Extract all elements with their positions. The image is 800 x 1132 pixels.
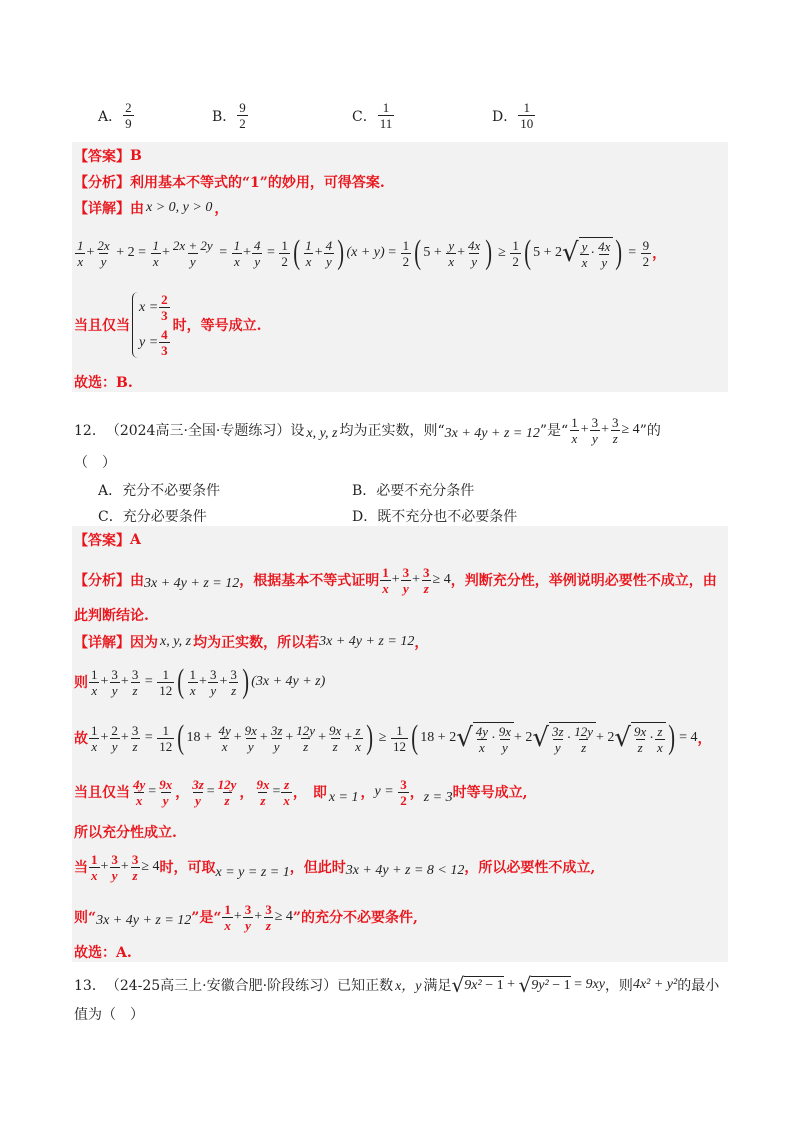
- q11-option-d: D． $\frac{1}{10}$: [492, 100, 534, 131]
- q12-analysis: 【分析】 由 3x + 4y + z = 12 ，根据基本不等式证明 $\frac{1}{x}$ + $\frac{3}{y}$ + $\frac{3}{z}$ ≥ 4 ，判断充分性，举例说明必要性不成立，由: [74, 564, 717, 596]
- q13-stem: 13． （24-25高三上·安徽合肥·阶段练习）已知正数 x，y 满足 √ 9x² − 1 + √ 9y² − 1 = 9xy ，则 4x² + y² 的最小: [74, 973, 720, 997]
- q11-option-b: B． $\frac{9}{2}$: [212, 100, 246, 131]
- option-fraction: $\frac{1}{11}$: [379, 100, 393, 131]
- q12-therefore-equation: 故 $\frac{1}{x}$ + $\frac{2}{y}$ + $\frac{3}{z}$ = $\frac{1}{12}$ ( 18 + $\frac{4y}{x}$ + $\frac{9x}{y}$ + $\frac{3z}{y}$ + $\frac{12y}{z}$ + $\frac{9x}{z}$ + $\frac{z}{x}$ ) ≥ $\frac{1}{12}$ ( 18 + 2 √ $\frac{4y}{x}$ · $\frac{9x}{y}$ + 2 √ $\frac{3z}{y}$ · $\frac{12y}{z}$ + 2 √ $\frac{9x}{z}$ · $\frac{z}{x}$ ) = 4 ，: [74, 719, 712, 756]
- q12-necessity: 当 $\frac{1}{x}$ + $\frac{3}{y}$ + $\frac{3}{z}$ ≥ 4 时，可取 x = y = z = 1 ，但此时 3x + 4y + z = 8 < 12 ，所以必要性不成立,: [74, 851, 596, 883]
- q12-answer: 【答案】 A: [74, 532, 141, 549]
- option-fraction: $\frac{1}{10}$: [520, 100, 534, 131]
- q12-option-c: C．充分必要条件: [98, 509, 207, 525]
- q12-option-d: D．既不充分也不必要条件: [352, 509, 518, 525]
- q13-stem-cont: 值为（ ）: [74, 1007, 144, 1023]
- option-fraction: $\frac{2}{9}$: [125, 100, 132, 131]
- q12-analysis-cont: 此判断结论.: [74, 608, 149, 624]
- q12-paren: （ ）: [74, 455, 116, 471]
- q12-stem: 12． （2024高三·全国·专题练习）设 x, y, z 均为正实数，则“ 3x + 4y + z = 12 ”是“ $\frac{1}{x}$ + $\frac{3}{y}$ + $\frac{3}{z}$ ≥ 4 ”的: [74, 414, 661, 446]
- q12-sufficiency: 所以充分性成立.: [74, 825, 177, 841]
- q12-then-equation: 则 $\frac{1}{x}$ + $\frac{3}{y}$ + $\frac{3}{z}$ = $\frac{1}{12}$ ( $\frac{1}{x}$ + $\frac{3}{y}$ + $\frac{3}{z}$ ) (3x + 4y + z): [74, 663, 326, 700]
- q12-conclusion: 则“ 3x + 4y + z = 12 ”是“ $\frac{1}{x}$ + $\frac{3}{y}$ + $\frac{3}{z}$ ≥ 4 ”的充分不必要条件,: [74, 901, 418, 933]
- q11-analysis: 【分析】 利用基本不等式的“1”的妙用，可得答案.: [74, 175, 385, 191]
- q11-option-a: A． $\frac{2}{9}$: [98, 100, 132, 131]
- option-fraction: $\frac{9}{2}$: [239, 100, 246, 131]
- q11-equality-system: x = $\frac{2}{3}$ y = $\frac{4}{3}$: [132, 292, 171, 358]
- q11-equality: 当且仅当 x = $\frac{2}{3}$ y = $\frac{4}{3}$ 时，等号成立.: [74, 292, 262, 358]
- q12-detail: 【详解】 因为 x, y, z 均为正实数，所以若 3x + 4y + z = 12 ，: [74, 634, 429, 651]
- q11-equation: $\frac{1}{x}$ + $\frac{2x}{y}$ + 2 = $\frac{1}{x}$ + $\frac{2x + 2y}{y}$ = $\frac{1}{x}$ + $\frac{4}{y}$ = $\frac{1}{2}$ ( $\frac{1}{x}$ + $\frac{4}{y}$ ) (x + y) = $\frac{1}{2}$ ( 5 + $\frac{y}{x}$ + $\frac{4x}{y}$ ) ≥ $\frac{1}{2}$ ( 5 + 2 √ $\frac{y}{x}$ · $\frac{4x}{y}$ ) = $\frac{9}{2}$ ，: [77, 234, 667, 271]
- q11-choose: 故选：B.: [74, 375, 133, 391]
- q11-detail: 【详解】 由 x > 0, y > 0 ，: [74, 200, 229, 217]
- q11-option-c: C． $\frac{1}{11}$: [352, 100, 393, 131]
- q11-answer: 【答案】 B: [74, 148, 142, 165]
- q12-option-b: B．必要不充分条件: [352, 483, 475, 499]
- q12-choose: 故选：A.: [74, 945, 132, 961]
- q12-equality: 当且仅当 $\frac{4y}{x}$ = $\frac{9x}{y}$ ， $\frac{3z}{y}$ = $\frac{12y}{z}$ ， $\frac{9x}{z}$ = $\frac{z}{x}$ ， 即 x = 1 ， y = $\frac{3}{2}$ ， z = 3 时等号成立,: [74, 776, 528, 808]
- q12-option-a: A．充分不必要条件: [98, 483, 221, 499]
